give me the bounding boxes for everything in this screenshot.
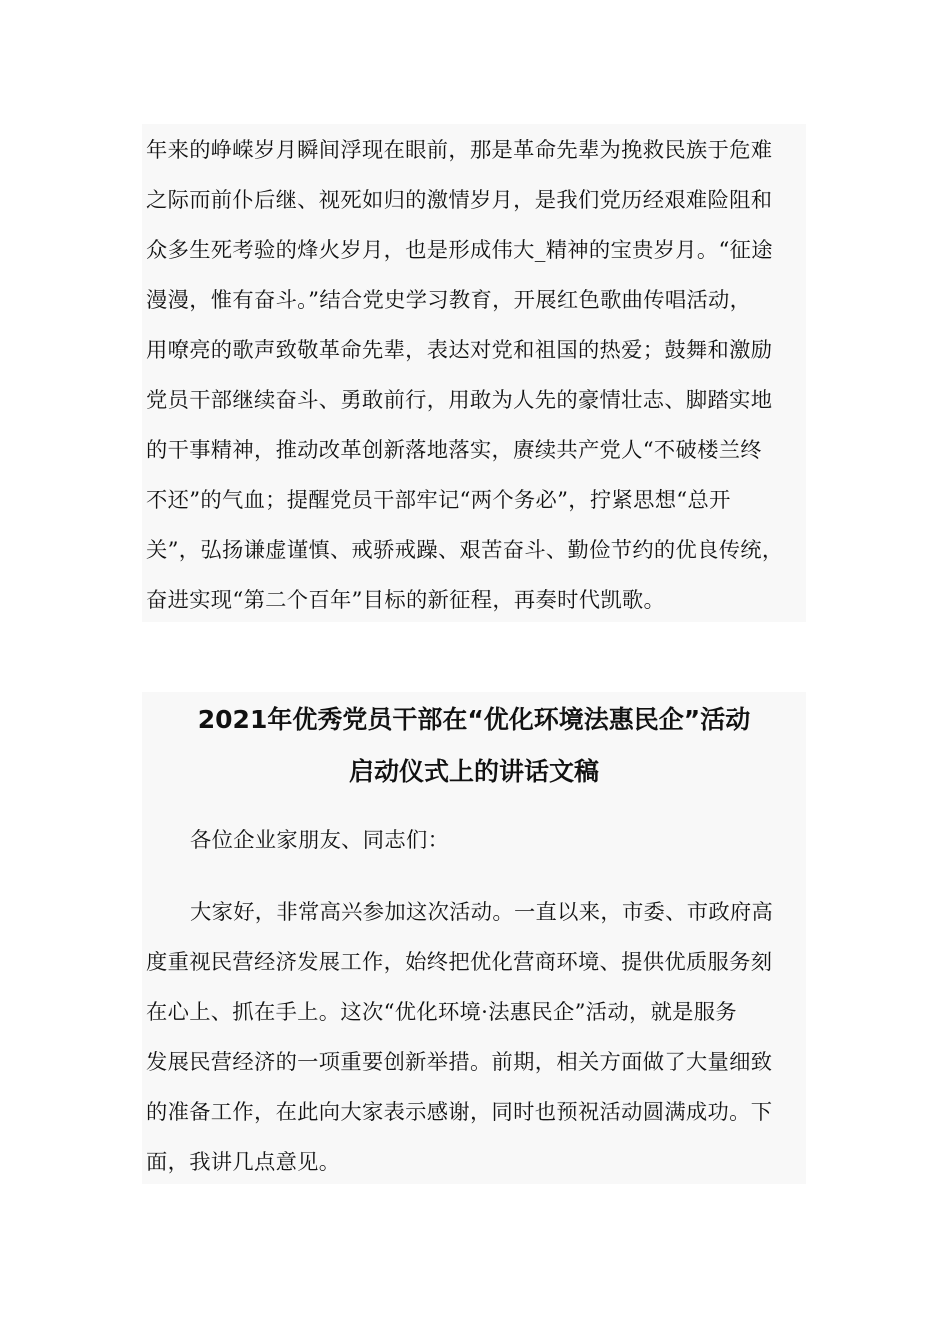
article-title-line-2: 启动仪式上的讲话文稿 xyxy=(348,757,599,786)
text-line: 年来的峥嵘岁月瞬间浮现在眼前，那是革命先辈为挽救民族于危难 xyxy=(146,138,773,163)
text-line: 大家好，非常高兴参加这次活动。一直以来，市委、市政府高 xyxy=(190,900,774,925)
text-line: 党员干部继续奋斗、勇敢前行，用敢为人先的豪情壮志、脚踏实地 xyxy=(146,388,773,413)
text-line: 度重视民营经济发展工作，始终把优化营商环境、提供优质服务刻 xyxy=(146,950,773,975)
text-line: 发展民营经济的一项重要创新举措。前期，相关方面做了大量细致 xyxy=(146,1050,773,1075)
text-line: 漫漫，惟有奋斗。”结合党史学习教育，开展红色歌曲传唱活动， xyxy=(146,288,752,313)
text-line: 关”，弘扬谦虚谨慎、戒骄戒躁、艰苦奋斗、勤俭节约的优良传统， xyxy=(146,538,784,563)
text-line: 之际而前仆后继、视死如归的激情岁月，是我们党历经艰难险阻和 xyxy=(146,188,773,213)
text-line: 在心上、抓在手上。这次“优化环境·法惠民企”活动，就是服务 xyxy=(146,1000,737,1025)
text-line: 的准备工作，在此向大家表示感谢，同时也预祝活动圆满成功。下 xyxy=(146,1100,773,1125)
continuation-paragraph xyxy=(142,124,806,622)
text-line: 奋进实现“第二个百年”目标的新征程，再奏时代凯歌。 xyxy=(146,588,666,613)
text-line: 众多生死考验的烽火岁月，也是形成伟大_精神的宝贵岁月。“征途 xyxy=(146,238,773,263)
text-line: 用嘹亮的歌声致敬革命先辈，表达对党和祖国的热爱；鼓舞和激励 xyxy=(146,338,773,363)
article-title-line-1: 2021年优秀党员干部在“优化环境法惠民企”活动 xyxy=(197,705,751,734)
salutation: 各位企业家朋友、同志们： xyxy=(190,828,450,853)
article-section xyxy=(142,692,806,1184)
text-line: 不还”的气血；提醒党员干部牢记“两个务必”，拧紧思想“总开 xyxy=(146,488,731,513)
text-line: 的干事精神，推动改革创新落地落实，赓续共产党人“不破楼兰终 xyxy=(146,438,762,463)
text-line: 面，我讲几点意见。 xyxy=(146,1150,341,1175)
